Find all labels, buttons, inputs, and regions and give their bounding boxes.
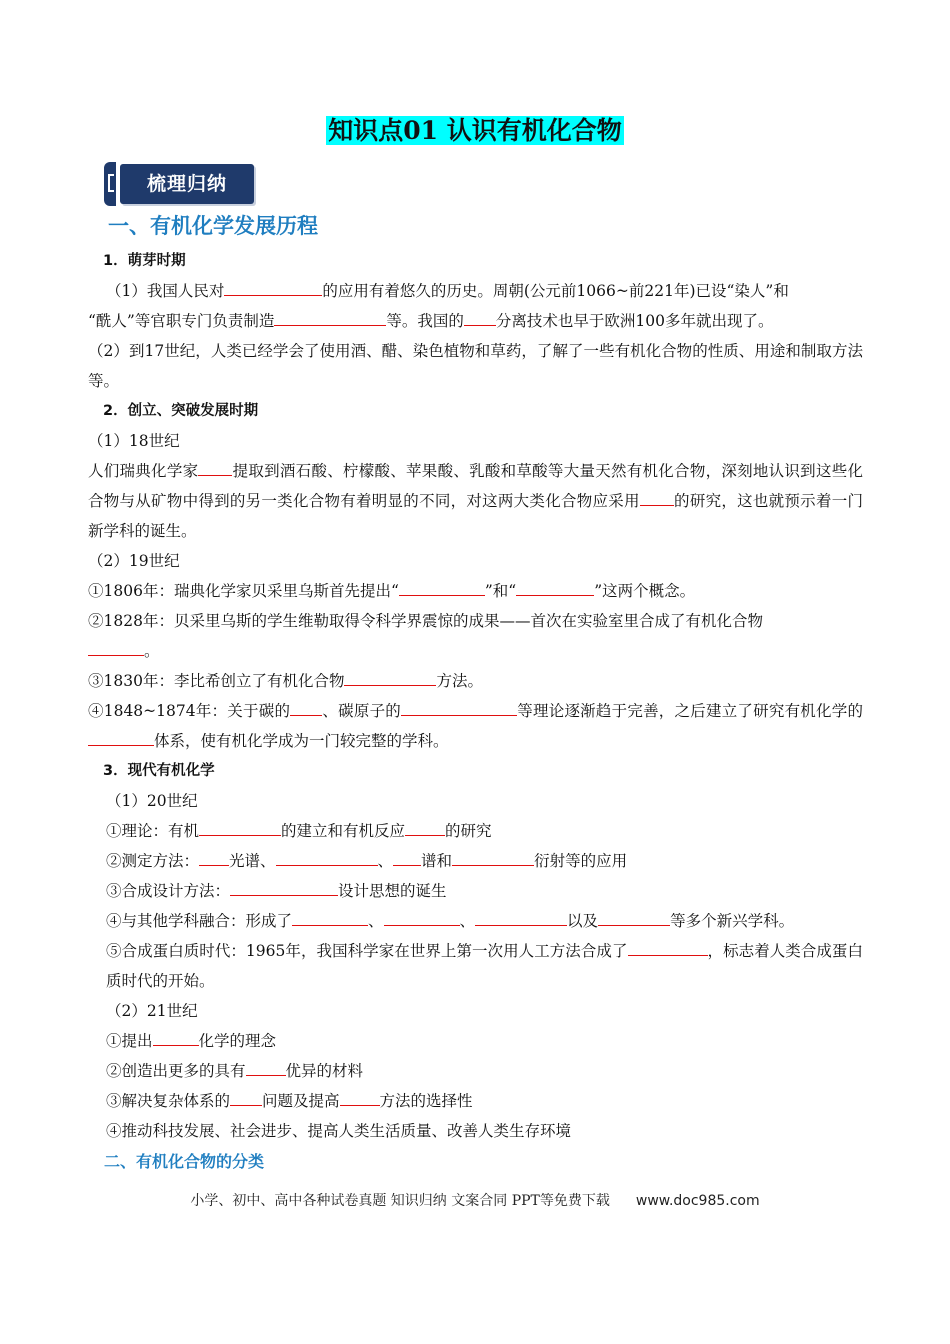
- item-synthesis: ③合成设计方法： 设计思想的诞生: [88, 876, 863, 906]
- blank[interactable]: [344, 668, 436, 686]
- blank[interactable]: [230, 1088, 262, 1106]
- blank[interactable]: [393, 848, 421, 866]
- blank[interactable]: [405, 818, 445, 836]
- footer-text: 小学、初中、高中各种试卷真题 知识归纳 文案合同 PPT等免费下载: [190, 1193, 610, 1209]
- section-tag: [104, 162, 254, 206]
- blank[interactable]: [475, 908, 567, 926]
- paragraph-1-1b: “酰人”等官职专门负责制造 等。我国的 分离技术也早于欧洲100多年就出现了。: [88, 306, 863, 336]
- paragraph-1-2: （2）到17世纪，人类已经学会了使用酒、醋、染色植物和草药，了解了一些有机化合物的性质、用途和制取方法等。: [88, 342, 863, 390]
- footer-site-link[interactable]: www.doc985.com: [635, 1193, 760, 1209]
- blank[interactable]: [199, 818, 281, 836]
- item-21-2: ②创造出更多的具有 优异的材料: [88, 1056, 863, 1086]
- subheading-1: 1．萌芽时期: [103, 253, 186, 269]
- blank[interactable]: [516, 578, 594, 596]
- subheading-2: 2．创立、突破发展时期: [103, 403, 259, 419]
- blank[interactable]: [384, 908, 460, 926]
- blank[interactable]: [464, 308, 496, 326]
- section1-content: [88, 246, 863, 1146]
- century-18: （1）18世纪: [88, 432, 180, 450]
- item-fusion: ④与其他学科融合：形成了 、 、 以及 等多个新兴学科。: [88, 906, 863, 936]
- footer: [0, 1190, 950, 1212]
- blank[interactable]: [401, 698, 517, 716]
- blank[interactable]: [230, 878, 338, 896]
- item-1806: ①1806年：瑞典化学家贝采里乌斯首先提出“ ”和“ ”这两个概念。: [88, 576, 863, 606]
- subheading-3: 3．现代有机化学: [103, 763, 215, 779]
- blank[interactable]: [88, 728, 154, 746]
- item-1848: ④1848~1874年：关于碳的 、碳原子的 等理论逐渐趋于完善，之后建立了研究有机化学的体系，使有机化学成为一门较完整的学科。: [88, 696, 863, 756]
- tag-label: 梳理归纳: [120, 164, 254, 204]
- blank[interactable]: [246, 1058, 286, 1076]
- blank[interactable]: [598, 908, 670, 926]
- item-21-1: ①提出 化学的理念: [88, 1026, 863, 1056]
- item-1828: ②1828年：贝采里乌斯的学生维勒取得令科学界震惊的成果——首次在实验室里合成了有机化合物 。: [88, 612, 763, 660]
- page-title: 知识点01 认识有机化合物: [328, 116, 622, 145]
- century-19: （2）19世纪: [88, 552, 180, 570]
- blank[interactable]: [290, 698, 322, 716]
- section1-heading: 一、有机化学发展历程: [108, 214, 318, 238]
- blank[interactable]: [640, 488, 674, 506]
- blank[interactable]: [224, 278, 322, 296]
- blank[interactable]: [198, 458, 232, 476]
- item-21-3: ③解决复杂体系的 问题及提高 方法的选择性: [88, 1086, 863, 1116]
- blank[interactable]: [276, 848, 378, 866]
- blank[interactable]: [628, 938, 708, 956]
- tag-bracket-icon: [104, 162, 116, 206]
- blank[interactable]: [340, 1088, 380, 1106]
- paragraph-2-1: 人们瑞典化学家 提取到酒石酸、柠檬酸、苹果酸、乳酸和草酸等大量天然有机化合物，深刻地认识到这些化合物与从矿物中得到的另一类化合物有着明显的不同，对这两大类化合物应采用 的研究，这也就预示着一门新学科的诞生。: [88, 456, 863, 546]
- century-20: （1）20世纪: [106, 792, 198, 810]
- item-21-4: ④推动科技发展、社会进步、提高人类生活质量、改善人类生存环境: [106, 1122, 572, 1140]
- item-theory: ①理论：有机 的建立和有机反应 的研究: [88, 816, 863, 846]
- blank[interactable]: [274, 308, 386, 326]
- blank[interactable]: [452, 848, 534, 866]
- item-methods: ②测定方法： 光谱、 、 谱和 衍射等的应用: [88, 846, 863, 876]
- paragraph-1-1: （1）我国人民对 的应用有着悠久的历史。周朝(公元前1066~前221年)已设“染人”和: [88, 276, 863, 306]
- blank[interactable]: [292, 908, 368, 926]
- century-21: （2）21世纪: [106, 1002, 198, 1020]
- section2-heading: 二、有机化合物的分类: [104, 1152, 265, 1171]
- blank[interactable]: [88, 638, 144, 656]
- item-1830: ③1830年：李比希创立了有机化合物 方法。: [88, 666, 863, 696]
- blank[interactable]: [399, 578, 485, 596]
- blank[interactable]: [199, 848, 229, 866]
- item-protein: ⑤合成蛋白质时代：1965年，我国科学家在世界上第一次用人工方法合成了 ，标志着人类合成蛋白质时代的开始。: [88, 936, 863, 996]
- blank[interactable]: [153, 1028, 199, 1046]
